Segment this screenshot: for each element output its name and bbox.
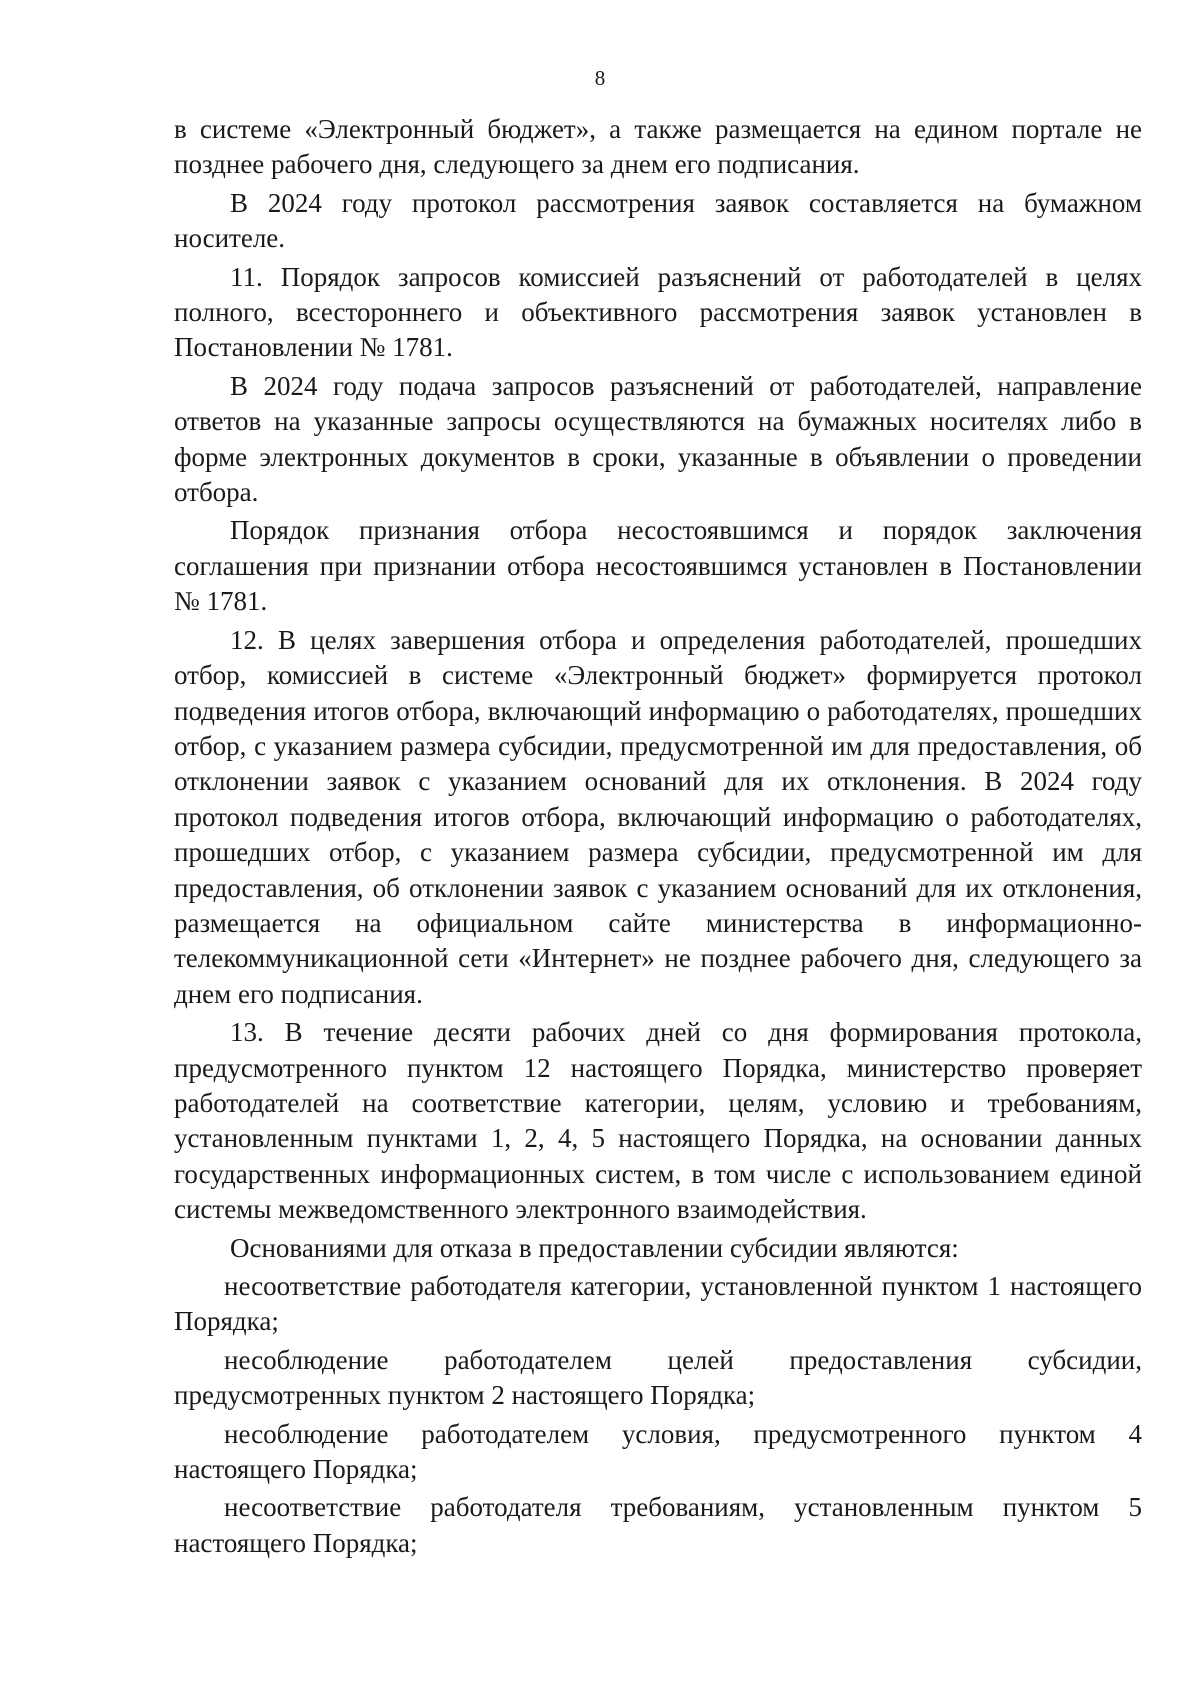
refusal-ground-2: несоблюдение работодателем целей предоставления субсидии, предусмотренных пунктом 2 настоящего Порядка; bbox=[174, 1344, 1142, 1411]
paragraph-3-point-11: 11. Порядок запросов комиссией разъяснений от работодателей в целях полного, всестороннего и объективного рассмотрения заявок установлен в Постановлении № 1781. bbox=[174, 261, 1142, 363]
paragraph-8-refusal-grounds: Основаниями для отказа в предоставлении субсидии являются: bbox=[230, 1232, 959, 1263]
paragraph-2: В 2024 году протокол рассмотрения заявок составляется на бумажном носителе. bbox=[174, 187, 1142, 254]
paragraph-4: В 2024 году подача запросов разъяснений от работодателей, направление ответов на указанные запросы осуществляются на бумажных носителях либо в форме электронных документов в сроки, указанные в объявлении о проведении отбора. bbox=[174, 370, 1142, 508]
page-number: 8 bbox=[594, 66, 606, 90]
paragraph-5: Порядок признания отбора несостоявшимся и порядок заключения соглашения при признании отбора несостоявшимся установлен в Постановлении № 1781. bbox=[174, 515, 1142, 617]
paragraph-6-point-12: 12. В целях завершения отбора и определения работодателей, прошедших отбор, комиссией в системе «Электронный бюджет» формируется протокол подведения итогов отбора, включающий информацию о работодателях, прошедших отбор, с указанием размера субсидии, предусмотренной им для предоставления, об отклонении заявок с указанием оснований для их отклонения. В 2024 году протокол подведения итогов отбора, включающий информацию о работодателях, прошедших отбор, с указанием размера субсидии, предусмотренной им для предоставления, об отклонении заявок с указанием оснований для их отклонения, размещается на официальном сайте министерства в информационно-телекоммуникационной сети «Интернет» не позднее рабочего дня, следующего за днем его подписания. bbox=[174, 624, 1142, 1009]
refusal-ground-3: несоблюдение работодателем условия, предусмотренного пунктом 4 настоящего Порядка; bbox=[174, 1418, 1142, 1485]
refusal-ground-4: несоответствие работодателя требованиям, установленным пунктом 5 настоящего Порядка; bbox=[174, 1492, 1142, 1558]
paragraph-7-point-13: 13. В течение десяти рабочих дней со дня формирования протокола, предусмотренного пунктом 12 настоящего Порядка, министерство проверяет работодателей на соответствие категории, целям, условию и требованиям, установленным пунктами 1, 2, 4, 5 настоящего Порядка, на основании данных государственных информационных систем, в том числе с использованием единой системы межведомственного электронного взаимодействия. bbox=[174, 1017, 1142, 1225]
refusal-ground-1: несоответствие работодателя категории, установленной пунктом 1 настоящего Порядка; bbox=[174, 1271, 1142, 1337]
paragraph-1: в системе «Электронный бюджет», а также размещается на едином портале не позднее рабочего дня, следующего за днем его подписания. bbox=[174, 114, 1142, 180]
document-body bbox=[174, 112, 1142, 1564]
